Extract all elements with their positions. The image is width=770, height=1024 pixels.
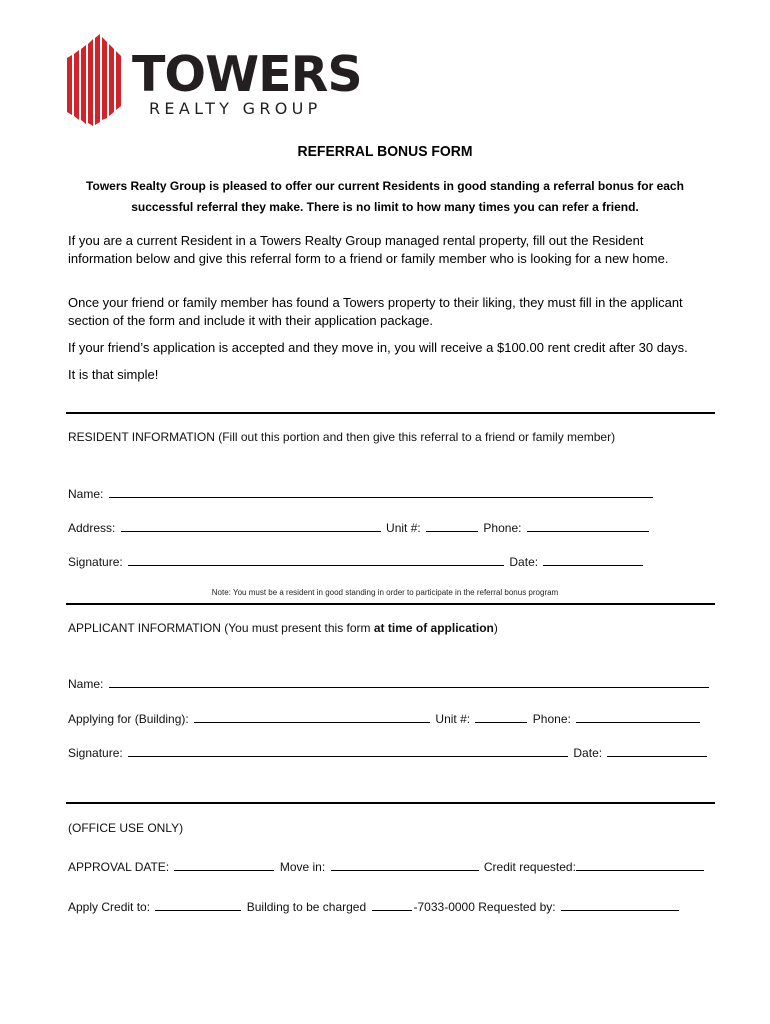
requested-by-label: Requested by: (478, 900, 556, 914)
towers-logo-mark (66, 34, 126, 126)
intro-line: successful referral they make. There is no limit to how many times you can refer a friend. (131, 200, 639, 214)
applicant-heading-text: APPLICANT INFORMATION (You must present this form (68, 621, 374, 635)
logo-bar (81, 45, 86, 124)
requested-by-field[interactable] (561, 899, 679, 911)
applicant-heading (68, 621, 498, 635)
resident-name-field[interactable] (109, 486, 653, 498)
resident-unit-field[interactable] (426, 520, 478, 532)
move-in-field[interactable] (331, 859, 479, 871)
applicant-signature-row (68, 745, 709, 760)
resident-signature-row (68, 554, 645, 569)
applicant-phone-label: Phone: (532, 712, 571, 726)
account-suffix: -7033-0000 (413, 900, 475, 914)
applicant-phone-field[interactable] (576, 711, 700, 723)
apply-credit-label: Apply Credit to: (68, 900, 151, 914)
office-approval-row (68, 859, 706, 874)
approval-date-field[interactable] (174, 859, 274, 871)
resident-name-label: Name: (68, 487, 104, 501)
applicant-signature-field[interactable] (128, 745, 568, 757)
resident-address-field[interactable] (121, 520, 381, 532)
logo-bar (88, 39, 93, 126)
resident-address-row (68, 520, 651, 535)
body-paragraph-line: If your friend’s application is accepted and they move in, you will receive a $100.00 rent credit after 30 days. (68, 340, 688, 355)
logo-bar (74, 50, 79, 120)
applicant-date-field[interactable] (607, 745, 707, 757)
logo-bar (102, 37, 107, 120)
resident-heading: RESIDENT INFORMATION (Fill out this portion and then give this referral to a friend or family member) (68, 430, 616, 444)
applicant-building-label: Applying for (Building): (68, 712, 189, 726)
logo-bar (95, 34, 100, 125)
applicant-unit-label: Unit #: (435, 712, 471, 726)
resident-address-label: Address: (68, 521, 116, 535)
move-in-label: Move in: (279, 860, 326, 874)
applicant-building-field[interactable] (194, 711, 430, 723)
applicant-signature-label: Signature: (68, 746, 123, 760)
resident-note: Note: You must be a resident in good standing in order to participate in the referral bonus program (211, 588, 559, 597)
resident-name-row (68, 486, 655, 501)
logo-brand-text: TOWERS (132, 46, 362, 103)
building-charged-label: Building to be charged (246, 900, 367, 914)
section-divider (66, 412, 715, 414)
section-divider (66, 603, 715, 605)
applicant-date-label: Date: (573, 746, 603, 760)
body-paragraph-line: section of the form and include it with their application package. (68, 313, 433, 328)
applicant-name-row (68, 676, 711, 691)
applicant-name-field[interactable] (109, 676, 709, 688)
resident-phone-field[interactable] (527, 520, 649, 532)
office-heading: (OFFICE USE ONLY) (68, 821, 184, 835)
apply-credit-field[interactable] (155, 899, 241, 911)
applicant-unit-field[interactable] (475, 711, 527, 723)
approval-date-label: APPROVAL DATE: (68, 860, 170, 874)
applicant-building-row (68, 711, 702, 726)
applicant-heading-emphasis: at time of application (373, 621, 494, 635)
applicant-name-label: Name: (68, 677, 104, 691)
logo-subtitle-text: REALTY GROUP (149, 99, 322, 118)
resident-phone-label: Phone: (483, 521, 522, 535)
resident-date-label: Date: (509, 555, 539, 569)
credit-requested-field[interactable] (576, 859, 704, 871)
logo-bar (109, 44, 114, 116)
logo-bar (116, 51, 121, 110)
logo-bar (67, 55, 72, 115)
resident-date-field[interactable] (543, 554, 643, 566)
building-charged-field[interactable] (372, 899, 412, 911)
credit-requested-label: Credit requested: (483, 860, 576, 874)
resident-unit-label: Unit #: (386, 521, 421, 535)
applicant-heading-end: ) (493, 621, 498, 635)
page-title: REFERRAL BONUS FORM (297, 143, 473, 160)
intro-line: Towers Realty Group is pleased to offer our current Residents in good standing a referral bonus for each (86, 179, 684, 193)
body-paragraph-line: It is that simple! (68, 367, 159, 382)
body-paragraph-line: If you are a current Resident in a Towers Realty Group managed rental property, fill out the Resident (68, 233, 644, 248)
body-paragraph-line: Once your friend or family member has found a Towers property to their liking, they must fill in the applicant (68, 295, 683, 310)
resident-signature-label: Signature: (68, 555, 123, 569)
section-divider (66, 802, 715, 804)
body-paragraph-line: information below and give this referral form to a friend or family member who is looking for a new home. (68, 251, 669, 266)
office-credit-row (68, 899, 681, 914)
resident-signature-field[interactable] (128, 554, 504, 566)
